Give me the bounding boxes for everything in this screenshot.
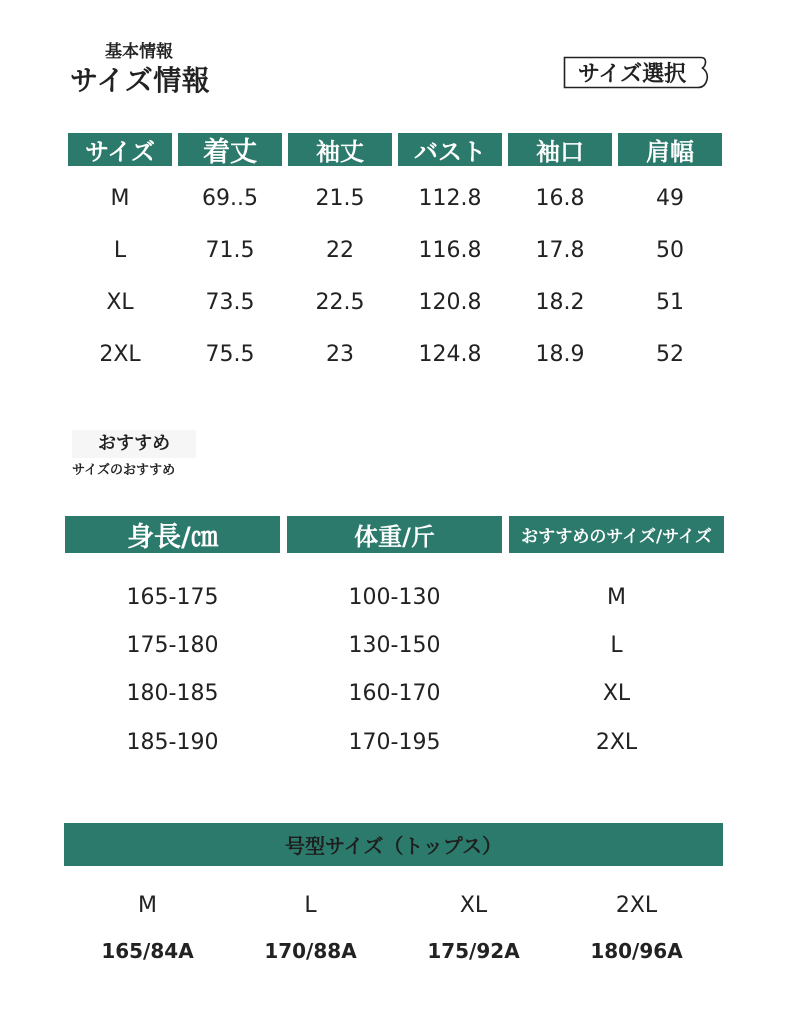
length-cell: 75.5	[205, 341, 255, 367]
height-cell: 175-180	[126, 632, 219, 658]
column-header-length: 着丈	[178, 133, 282, 166]
shoulder-cell: 52	[656, 341, 684, 367]
bust-cell: 120.8	[418, 289, 482, 315]
size-label: L	[304, 892, 317, 918]
recommended-size-cell: L	[610, 632, 623, 658]
tops-code-row	[66, 930, 718, 972]
shoulder-cell: 50	[656, 237, 684, 263]
table-row	[68, 224, 722, 276]
size-cell: L	[113, 237, 127, 263]
table-row	[65, 621, 724, 669]
size-cell: XL	[106, 289, 134, 315]
weight-cell: 130-150	[348, 632, 441, 658]
cuff-cell: 16.8	[535, 185, 585, 211]
table-row	[65, 669, 724, 717]
size-label: XL	[459, 892, 488, 918]
bust-cell: 124.8	[418, 341, 482, 367]
size-label: 2XL	[615, 892, 658, 918]
height-cell: 185-190	[126, 729, 219, 755]
table-row	[68, 328, 722, 380]
height-cell: 180-185	[126, 680, 219, 706]
table-row	[65, 573, 724, 621]
sleeve-length-cell: 22.5	[315, 289, 365, 315]
weight-cell: 170-195	[348, 729, 441, 755]
bust-cell: 116.8	[418, 237, 482, 263]
column-header-shoulder: 肩幅	[618, 133, 722, 166]
size-code: 180/96A	[590, 939, 683, 963]
recommendation-title: おすすめ	[98, 433, 171, 454]
column-header-sleeve-length: 袖丈	[288, 133, 392, 166]
table-row	[68, 276, 722, 328]
size-cell: 2XL	[99, 341, 141, 367]
sleeve-length-cell: 21.5	[315, 185, 365, 211]
size-chart-header	[68, 133, 722, 166]
recommendation-header	[65, 516, 724, 553]
shoulder-cell: 49	[656, 185, 684, 211]
shoulder-cell: 51	[656, 289, 684, 315]
height-cell: 165-175	[126, 584, 219, 610]
size-code: 170/88A	[264, 939, 357, 963]
cuff-cell: 18.2	[535, 289, 585, 315]
recommended-size-cell: M	[607, 584, 626, 610]
length-cell: 69..5	[202, 185, 258, 211]
weight-cell: 160-170	[348, 680, 441, 706]
sleeve-length-cell: 23	[326, 341, 354, 367]
tops-size-header: 号型サイズ（トップス）	[64, 823, 723, 866]
size-select-button[interactable]	[563, 56, 709, 89]
column-header-weight: 体重/斤	[287, 516, 502, 553]
section-subtitle: 基本情報	[105, 42, 173, 62]
column-header-recommended-size: おすすめのサイズ/サイズ	[509, 516, 724, 553]
column-header-height: 身長/㎝	[65, 516, 280, 553]
weight-cell: 100-130	[348, 584, 441, 610]
column-header-cuff: 袖口	[508, 133, 612, 166]
cuff-cell: 18.9	[535, 341, 585, 367]
bust-cell: 112.8	[418, 185, 482, 211]
cuff-cell: 17.8	[535, 237, 585, 263]
column-header-size: サイズ	[68, 133, 172, 166]
tops-size-row	[66, 883, 718, 927]
recommendation-subtitle: サイズのおすすめ	[72, 463, 176, 478]
sleeve-length-cell: 22	[326, 237, 354, 263]
size-label: M	[138, 892, 157, 918]
length-cell: 71.5	[205, 237, 255, 263]
table-row	[68, 172, 722, 224]
size-select-label: サイズ選択	[577, 62, 687, 87]
recommended-size-cell: 2XL	[595, 729, 638, 755]
table-row	[65, 718, 724, 766]
column-header-bust: バスト	[398, 133, 502, 166]
recommended-size-cell: XL	[602, 680, 631, 706]
size-code: 175/92A	[427, 939, 520, 963]
size-code: 165/84A	[101, 939, 194, 963]
length-cell: 73.5	[205, 289, 255, 315]
size-cell: M	[110, 185, 130, 211]
page-title: サイズ情報	[70, 64, 211, 97]
